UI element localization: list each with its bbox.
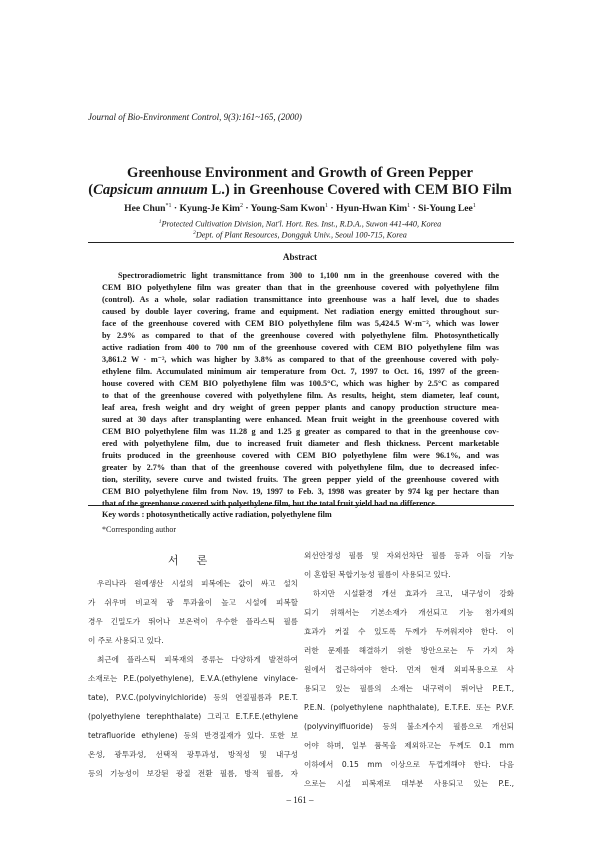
author-separator: · [410,203,419,215]
author-name: Hee Chun [124,203,166,215]
section-heading-introduction: 서론 [168,554,226,567]
body-text-line: 소재로는 P.E.(polyethylene), E.V.A.(ethylene vinylace- [88,674,298,683]
author-separator: · [242,203,251,215]
body-text-line: (polyethylene terephthalate) 그리고 E.T.F.E.(ethylene [88,712,298,721]
body-text-line: 용되고 있는 필름의 소재는 내구력이 뛰어난 P.E.T., [304,684,514,693]
author-affiliation-marker: 1 [407,203,411,209]
body-text-line: 러한 문제를 해결하기 위한 방안으로는 두 가지 차 [304,646,514,655]
species-name: Capsicum annuum [93,182,208,198]
abstract-line: ered with polyethylene film, due to increased fruit diameter and flesh thickness. Percent marketable [102,439,499,448]
abstract-line: leaf area, fresh weight and dry weight of green pepper plants and canopy production structure mea- [102,403,499,412]
abstract-line: that of the greenhouse covered with polyethylene film, but the total fruit yield had no difference. [102,499,437,508]
author-affiliation-marker: *1 [165,203,172,209]
paper-title-line1: Greenhouse Environment and Growth of Green Pepper [127,165,473,181]
author-name: Young-Sam Kwon [250,203,325,215]
abstract-line: CEM BIO polyethylene film from Nov. 19, 1997 to Feb. 3, 1998 was greater by 974 kg per hectare than [102,487,499,496]
body-text-line: tate), P.V.C.(polyvinylchloride) 등의 연질필름과 P.E.T. [88,693,298,702]
body-text-line: 경우 긴밀도가 뛰어나 보온력이 우수한 플라스틱 필름 [88,617,298,626]
author-affiliation-marker: 1 [325,203,328,209]
abstract-line: tion, sterility, severe curve and twisted fruits. The green pepper yield of the greenhouse covered with [102,475,499,484]
affiliation-1-marker: 1 [158,219,162,225]
abstract-line: (control). As a whole, solar radiation transmittance into greenhouse was a half level, due to shades [102,295,499,304]
author-separator: · [171,203,180,215]
body-text-line: 우리나라 원예생산 시설의 피복에는 값이 싸고 설치 [97,579,298,588]
abstract-line: to that of the greenhouse covered with polyethylene film. As results, height, stem diameter, leaf count, [102,391,499,400]
title-paren-open: ( [88,182,94,198]
author-separator: · [328,203,336,215]
author-list [60,203,540,214]
title-line2-rest: L.) in Greenhouse Covered with CEM BIO Film [207,182,512,198]
abstract-line: caused by double layer covering, frame and equipment. Net radiation energy emitted throughout sur- [102,307,499,316]
body-text-line: 어야 하며, 일부 품목을 제외하고는 두께도 0.1 mm [304,741,514,750]
body-text-line: P.E.N. (polyethylene naphthalate), E.T.F.E. 또는 P.V.F. [304,703,514,712]
keywords: Key words : photosynthetically active radiation, polyethylene film [102,510,332,519]
author-name: Si-Young Lee [418,203,473,215]
affiliation-2 [60,230,540,240]
body-text-line: 등의 기능성이 보강된 광질 전환 필름, 방적 필름, 자 [88,769,298,778]
author-affiliation-marker: 1 [472,203,476,209]
abstract-line: house covered with CEM BIO polyethylene film was 100.5°C, which was higher by 2.5°C as compared [102,379,499,388]
body-text-line: 하지만 시설환경 개선 효과가 크고, 내구성이 강화 [313,589,514,598]
page-number: – 161 – [286,795,314,805]
body-text-line: 최근에 플라스틱 피복재의 종류는 다양하게 발전하여 [97,655,298,664]
body-text-line: 외선안정성 필름 및 자외선차단 필름 등과 이들 기능 [304,551,514,560]
body-text-line: 원에서 접근하여야 한다. 먼저 현재 외피복용으로 사 [304,665,514,674]
abstract-line: Spectroradiometric light transmittance from 300 to 1,100 nm in the greenhouse covered with the [118,271,499,280]
body-text-line: 온성, 광투과성, 선택적 광투과성, 방적성 및 내구성 [88,750,298,759]
abstract-line: active radiation from 400 to 700 nm of the greenhouse covered with CEM BIO polyethylene film was [102,343,499,352]
body-text-line: 으로는 시설 피복재로 대부분 사용되고 있는 P.E., [304,779,514,788]
abstract-line: face of the greenhouse covered with CEM BIO polyethylene film was 5,424.5 W·m⁻², which was lower [102,319,499,328]
abstract-line: fruits produced in the greenhouse covered with CEM BIO polyethylene film were 96.1%, and was [102,451,499,460]
abstract-line: CEM BIO polyethylene film was greater than that in the greenhouse covered with polyethylene film [102,283,499,292]
body-text-line: 이 혼합된 복합기능성 필름이 사용되고 있다. [304,570,451,579]
abstract-heading: Abstract [282,252,318,262]
affiliation-1 [60,219,540,229]
corresponding-author-note: *Corresponding author [102,525,176,534]
body-text-line: (polyvinylfluoride) 등의 불소계수지 필름으로 개선되 [304,722,514,731]
abstract-line: by 2.9% as compared to that of the greenhouse covered with polyethylene film. Photosynthetically [102,331,499,340]
affiliation-2-marker: 2 [193,230,196,236]
abstract-line: greater by 2.7% than that of the greenhouse covered with polyethylene film, due to decreased infec- [102,463,499,472]
body-text-line: 되기 위해서는 기본소재가 개선되고 기능 첨가제의 [304,608,514,617]
affiliation-2-text: Dept. of Plant Resources, Dongguk Univ., Seoul 100-715, Korea [195,230,407,240]
abstract-rule [88,505,514,506]
author-name: Kyung-Je Kim [179,203,240,215]
abstract-line: 3,861.2 W · m⁻², which was higher by 3.8% as compared to that of the greenhouse covered with poly- [102,355,499,364]
abstract-line: sured at 30 days after transplanting were enhanced. Mean fruit weight in the greenhouse covered with [102,415,499,424]
body-text-line: tetrafluoride ethylene) 등의 반경질재가 있다. 또한 보 [88,731,298,740]
body-text-line: 효과가 커질 수 있도록 두께가 두꺼워져야 한다. 이 [304,627,514,636]
abstract-line: CEM BIO polyethylene film was 11.28 g and 1.25 g greater as compared to that in the greenhouse cov- [102,427,499,436]
top-rule [88,242,514,243]
author-affiliation-marker: 2 [239,203,243,209]
body-text-line: 이하에서 0.15 mm 이상으로 두껍게해야 한다. 다음 [304,760,514,769]
author-name: Hyun-Hwan Kim [336,203,408,215]
body-text-line: 이 주로 사용되고 있다. [88,636,164,645]
paper-title-line2 [60,182,540,199]
body-text-line: 가 쉬우며 비교적 광 투과율이 높고 시설에 피복할 [88,598,298,607]
abstract-line: ethylene film. Accumulated minimum air temperature from Oct. 7, 1997 to Oct. 16, 1997 of the green- [102,367,499,376]
affiliation-1-text: Protected Cultivation Division, Nat'l. Hort. Res. Inst., R.D.A., Suwon 441-440, Korea [161,219,442,229]
journal-citation: Journal of Bio-Environment Control, 9(3):161~165, (2000) [88,112,302,122]
